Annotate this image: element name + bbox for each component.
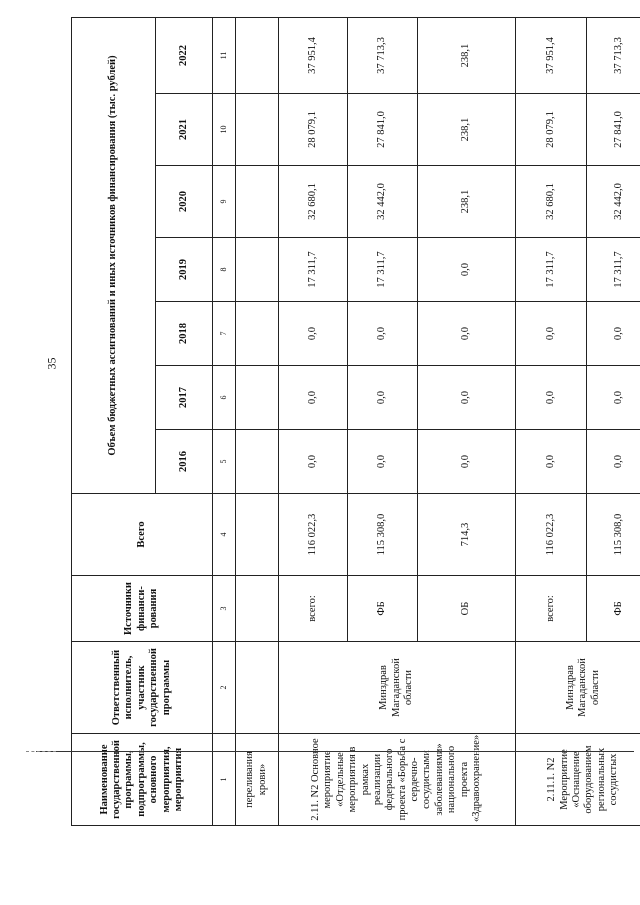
value-cell: 238,1 (417, 166, 515, 238)
funding-table-frame (71, 18, 640, 826)
source-cell: всего: (278, 576, 347, 642)
empty-cell (235, 366, 278, 430)
index-cell: 9 (213, 166, 236, 238)
empty-cell (235, 576, 278, 642)
value-cell: 0,0 (278, 302, 347, 366)
value-cell: 0,0 (515, 366, 587, 430)
empty-cell (235, 642, 278, 734)
source-cell: ФБ (587, 576, 640, 642)
header-year: 2018 (155, 302, 212, 366)
block2-executor: Минздрав Магаданской области (515, 642, 640, 734)
value-cell: 0,0 (278, 366, 347, 430)
empty-cell (235, 302, 278, 366)
value-cell: 32 442,0 (348, 166, 417, 238)
index-cell: 11 (213, 18, 236, 94)
value-cell: 32 442,0 (587, 166, 640, 238)
index-cell: 5 (213, 430, 236, 494)
value-cell: 0,0 (515, 430, 587, 494)
value-cell: 37 713,3 (348, 18, 417, 94)
value-cell: 0,0 (278, 430, 347, 494)
value-cell: 37 713,3 (587, 18, 640, 94)
header-executor: Ответственный исполнитель, участник государственной программы (72, 642, 213, 734)
value-cell: 0,0 (587, 430, 640, 494)
value-cell: 32 680,1 (515, 166, 587, 238)
index-cell: 7 (213, 302, 236, 366)
header-year: 2019 (155, 238, 212, 302)
empty-cell (235, 238, 278, 302)
header-year: 2020 (155, 166, 212, 238)
funding-table (71, 17, 640, 826)
value-cell: 37 951,4 (278, 18, 347, 94)
value-cell: 17 311,7 (587, 238, 640, 302)
divider-dash (26, 751, 56, 752)
total-cell: 116 022,3 (515, 494, 587, 576)
value-cell: 0,0 (348, 366, 417, 430)
value-cell: 17 311,7 (348, 238, 417, 302)
funding-table-rotated (71, 18, 640, 826)
value-cell: 28 079,1 (278, 94, 347, 166)
value-cell: 32 680,1 (278, 166, 347, 238)
index-cell: 2 (213, 642, 236, 734)
block2-name: 2.11.1. N2 Мероприятие «Оснащение оборудованием региональных сосудистых (515, 734, 640, 826)
value-cell: 28 079,1 (515, 94, 587, 166)
value-cell: 27 841,0 (348, 94, 417, 166)
index-cell: 6 (213, 366, 236, 430)
block1-name: 2.11. N2 Основное мероприятие «Отдельные мероприятия в рамках реализации федерального проекта «Борьба с сердечно-сосудистыми заболеваниями» национального проекта «Здравоохранение» (278, 734, 515, 826)
header-year: 2016 (155, 430, 212, 494)
value-cell: 0,0 (417, 302, 515, 366)
empty-cell (235, 494, 278, 576)
source-cell: ОБ (417, 576, 515, 642)
value-cell: 0,0 (417, 238, 515, 302)
empty-cell (235, 94, 278, 166)
total-cell: 714,3 (417, 494, 515, 576)
header-year: 2021 (155, 94, 212, 166)
index-cell: 10 (213, 94, 236, 166)
value-cell: 17 311,7 (278, 238, 347, 302)
index-cell: 3 (213, 576, 236, 642)
value-cell: 27 841,0 (587, 94, 640, 166)
value-cell: 0,0 (417, 430, 515, 494)
page-number: 35 (44, 357, 59, 370)
page-divider (36, 751, 634, 752)
header-year: 2022 (155, 18, 212, 94)
index-cell: 4 (213, 494, 236, 576)
value-cell: 0,0 (587, 366, 640, 430)
total-cell: 115 308,0 (348, 494, 417, 576)
value-cell: 0,0 (515, 302, 587, 366)
prev-row-name: переливания крови» (235, 734, 278, 826)
value-cell: 238,1 (417, 18, 515, 94)
value-cell: 0,0 (587, 302, 640, 366)
source-cell: всего: (515, 576, 587, 642)
index-cell: 1 (213, 734, 236, 826)
header-group: Объем бюджетных ассигнований и иных источников финансирования (тыс. рублей) (72, 18, 156, 494)
total-cell: 115 308,0 (587, 494, 640, 576)
empty-cell (235, 166, 278, 238)
header-year: 2017 (155, 366, 212, 430)
index-cell: 8 (213, 238, 236, 302)
header-name: Наименование государственной программы, подпрограммы, основного мероприятия, мероприятия (72, 734, 213, 826)
value-cell: 0,0 (348, 430, 417, 494)
empty-cell (235, 430, 278, 494)
source-cell: ФБ (348, 576, 417, 642)
total-cell: 116 022,3 (278, 494, 347, 576)
empty-cell (235, 18, 278, 94)
value-cell: 0,0 (348, 302, 417, 366)
value-cell: 238,1 (417, 94, 515, 166)
value-cell: 0,0 (417, 366, 515, 430)
header-source: Источники финанси-рования (72, 576, 213, 642)
value-cell: 37 951,4 (515, 18, 587, 94)
header-total: Всего (72, 494, 213, 576)
value-cell: 17 311,7 (515, 238, 587, 302)
block1-executor: Минздрав Магаданской области (278, 642, 515, 734)
